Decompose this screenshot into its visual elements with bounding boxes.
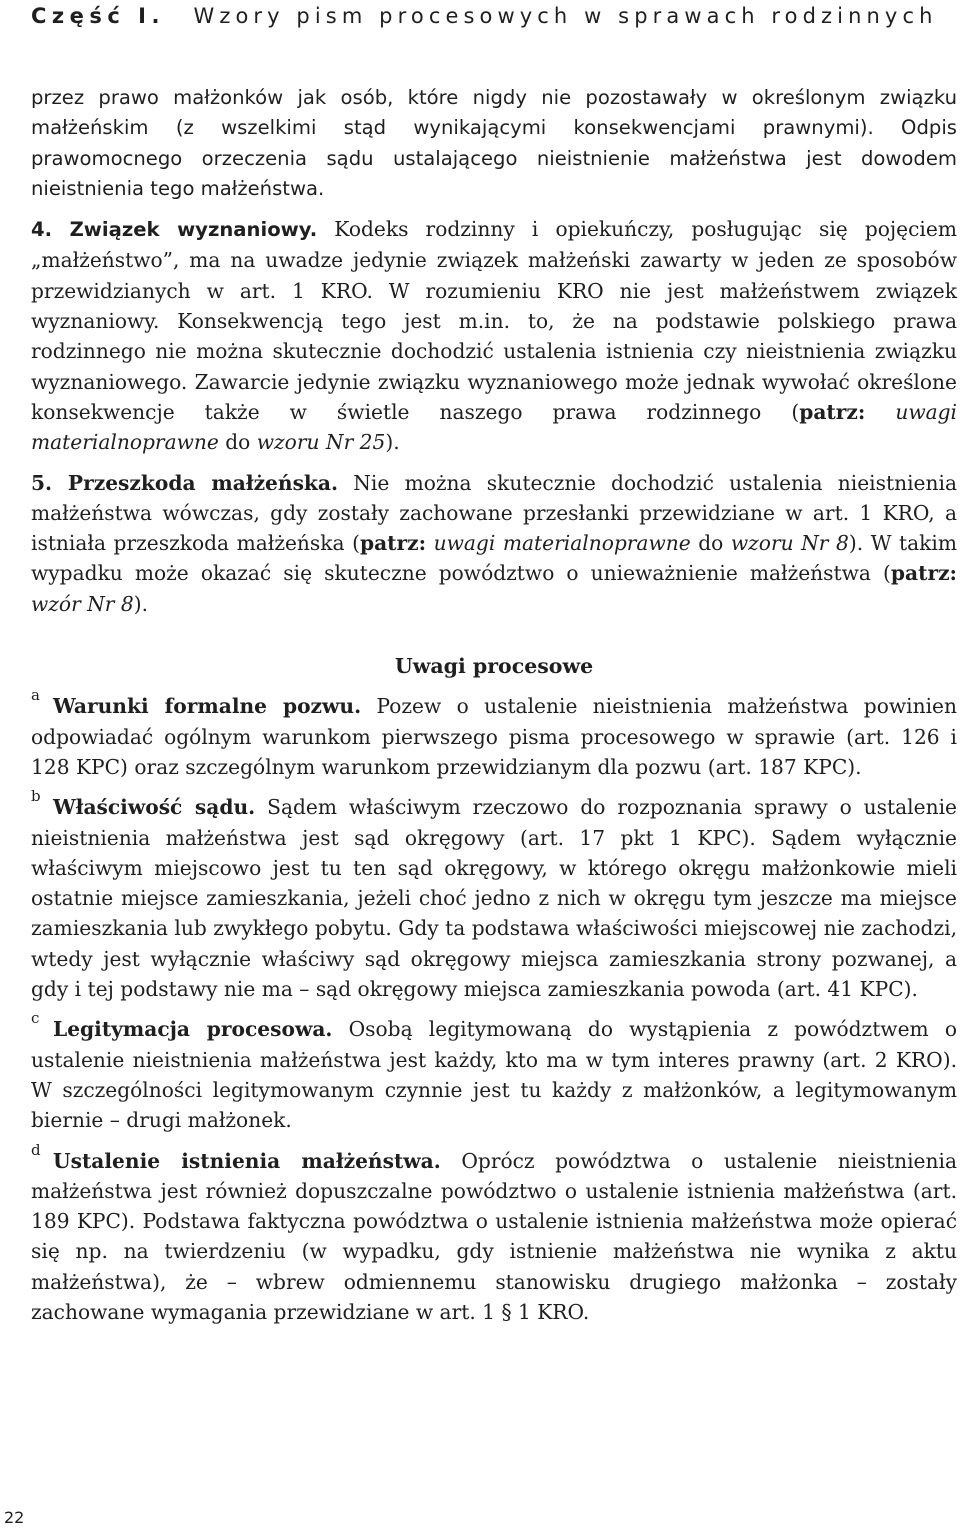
procedural-notes-heading: Uwagi procesowe xyxy=(394,654,594,679)
note-text: Pozew o ustalenie nieistnienia małżeństwa powinien odpowiadać ogólnym warunkom pierwszego pisma procesowego w sprawie (art. 126 i 128 KPC) oraz szczególnym warunkom przewidzianym dla pozwu (art. 187 KPC). xyxy=(31,694,957,779)
page-body xyxy=(31,83,957,1327)
header-part: Część I. xyxy=(31,4,165,28)
note-marker: d xyxy=(31,1140,41,1159)
running-header xyxy=(31,2,941,30)
point-4-heading: 4. Związek wyznaniowy. xyxy=(31,218,318,242)
intro-paragraph: przez prawo małżonków jak osób, które nigdy nie pozostawały w określonym związku małżeńskim (z wszelkimi stąd wynikającymi konsekwencjami prawnymi). Odpis prawomocnego orzeczenia sądu ustalającego nieistnienie małżeństwa jest dowodem nieistnienia tego małżeństwa. xyxy=(31,86,957,200)
note-heading: Ustalenie istnienia małżeństwa. xyxy=(53,1148,441,1173)
note-b xyxy=(31,787,957,1004)
note-c xyxy=(31,1009,957,1135)
note-d xyxy=(31,1140,958,1328)
note-text: Oprócz powództwa o ustalenie nieistnienia małżeństwa jest również dopuszczalne powództwo o ustalenie istnienia małżeństwa (art. 189 KPC). Podstawa faktyczna powództwa o ustalenie istnienia małżeństwa może opierać się np. na twierdzeniu (w wypadku, gdy istnienie małżeństwa nie wynika z aktu małżeństwa), że – wbrew odmiennemu stanowisku drugiego małżonka – zostały zachowane wymagania przewidziane w art. 1 § 1 KRO. xyxy=(31,1148,958,1324)
note-text: Osobą legitymowaną do wystąpienia z powództwem o ustalenie nieistnienia małżeństwa jest każdy, kto ma w tym interes prawny (art. 2 KRO). W szczególności legitymowanym czynnie jest tu każdy z małżonków, a legitymowanym biernie – drugi małżonek. xyxy=(31,1017,957,1133)
page-number: 22 xyxy=(4,1508,25,1527)
note-text: Sądem właściwym rzeczowo do rozpoznania sprawy o ustalenie nieistnienia małżeństwa jest sąd okręgowy (art. 17 pkt 1 KPC). Sądem wyłącznie właściwym miejscowo jest tu ten sąd okręgowy, w którego okręgu małżonkowie mieli ostatnie miejsce zamieszkania, jeżeli choć jedno z nich w okręgu tym jeszcze ma miejsce zamieszkania lub zwykłego pobytu. Gdy ta podstawa właściwości miejscowej nie zachodzi, wtedy jest wyłącznie właściwy sąd okręgowy miejsca zamieszkania strony pozwanej, a gdy i tej podstawy nie ma – sąd okręgowy miejsca zamieszkania powoda (art. 41 KPC). xyxy=(31,795,957,1002)
point-4-text: Kodeks rodzinny i opiekuńczy, posługując się pojęciem „małżeństwo”, ma na uwadze jedynie związek małżeński zawarty w jeden ze sposobów przewidzianych w art. 1 KRO. W rozumieniu KRO nie jest małżeństwem związek wyznaniowy. Konsekwencją tego jest m.in. to, że na podstawie polskiego prawa rodzinnego nie można skutecznie dochodzić ustalenia istnienia czy nieistnienia związku wyznaniowego. Zawarcie jedynie związku wyznaniowego może jednak wywołać określone konsekwencje także w świetle naszego prawa rodzinnego ( xyxy=(31,217,957,424)
note-marker: b xyxy=(31,787,41,806)
note-a xyxy=(31,686,957,782)
point-5-text: Nie można skutecznie dochodzić ustalenia nieistnienia małżeństwa wówczas, gdy zostały zachowane przesłanki przewidziane w art. 1 KRO, a istniała przeszkoda małżeńska ( xyxy=(31,470,957,556)
point-4-paragraph: 4. Związek wyznaniowy. Kodeks rodzinny i opiekuńczy, posługując się pojęciem „małżeństwo”, ma na uwadze jedynie związek małżeński zawarty w jeden ze sposobów przewidzianych w art. 1 KRO. W rozumieniu KRO nie jest małżeństwem związek wyznaniowy. Konsekwencją tego jest m.in. to, że na podstawie polskiego prawa rodzinnego nie można skutecznie dochodzić ustalenia istnienia czy nieistnienia związku wyznaniowego. Zawarcie jedynie związku wyznaniowego może jednak wywołać określone konsekwencje także w świetle naszego prawa rodzinnego (patrz: uwagi materialnoprawne do wzoru Nr 25). xyxy=(31,217,958,455)
note-heading: Warunki formalne pozwu. xyxy=(53,694,362,719)
note-heading: Właściwość sądu. xyxy=(53,795,256,820)
point-4-ref-label: patrz: xyxy=(799,399,866,424)
point-4-ref-target: wzoru Nr 25 xyxy=(256,430,386,455)
point-5-paragraph: 5. Przeszkoda małżeńska. Nie można skutecznie dochodzić ustalenia nieistnienia małżeństwa wówczas, gdy zostały zachowane przesłanki przewidziane w art. 1 KRO, a istniała przeszkoda małżeńska (patrz: uwagi materialnoprawne do wzoru Nr 8). W takim wypadku może okazać się skuteczne powództwo o unieważnienie małżeństwa (patrz: wzór Nr 8). xyxy=(31,470,957,616)
note-marker: a xyxy=(31,686,40,705)
note-heading: Legitymacja procesowa. xyxy=(53,1017,333,1042)
header-title: Wzory pism procesowych w sprawach rodzinnych xyxy=(193,4,938,28)
note-marker: c xyxy=(31,1009,40,1028)
point-5-heading: 5. Przeszkoda małżeńska. xyxy=(31,470,339,495)
point-4-ref-italic: uwagi materialnoprawne xyxy=(31,399,958,455)
